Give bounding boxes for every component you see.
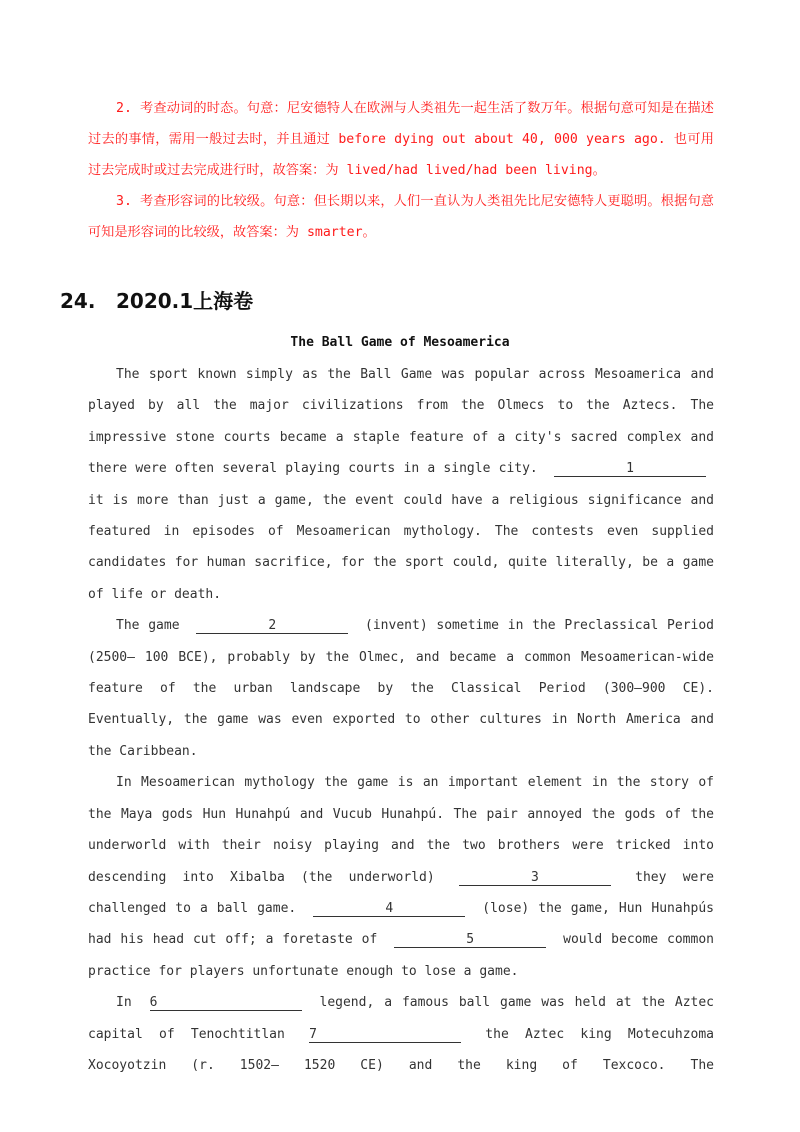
passage-body xyxy=(88,359,714,1081)
paragraph-2 xyxy=(88,610,714,767)
answer-explanation-2: 2. 考查动词的时态。句意：尼安德特人在欧洲与人类祖先一起生活了数万年。根据句意可知是在描述过去的事情，需用一般过去时，并且通过 before dying out about 40, 000 years ago. 也可用过去完成时或过去完成进行时，故答案：为 lived/had lived/had been living。 xyxy=(88,101,714,178)
paragraph-4 xyxy=(88,987,714,1081)
passage-title: The Ball Game of Mesoamerica xyxy=(290,335,510,350)
paragraph-4-text-b: legend, a famous ball game was held at the Aztec capital of Tenochtitlan xyxy=(88,995,714,1042)
blank-6[interactable]: 6 xyxy=(150,996,302,1011)
paragraph-1-text-a: The sport known simply as the Ball Game was popular across Mesoamerica and played by all the major civilizations from the Olmecs to the Aztecs. The impressive stone courts became a staple feature of a city's sacred complex and there were often several playing courts in a single city. xyxy=(88,367,714,477)
blank-7[interactable]: 7 xyxy=(309,1028,461,1043)
blank-5[interactable]: 5 xyxy=(394,933,546,948)
blank-2[interactable]: 2 xyxy=(196,619,348,634)
blank-1[interactable]: 1 xyxy=(554,462,706,477)
paragraph-2-text-b: (invent) sometime in the Preclassical Period (2500— 100 BCE), probably by the Olmec, and became a common Mesoamerican-wide feature of the urban landscape by the Classical Period (300—900 CE). Eventually, the game was even exported to other cultures in North America and the Caribbean. xyxy=(88,618,714,759)
paragraph-3-text-d: would become common practice for players unfortunate enough to lose a game. xyxy=(88,932,714,979)
paragraph-1-text-b: it is more than just a game, the event could have a religious significance and featured in episodes of Mesoamerican mythology. The contests even supplied candidates for human sacrifice, for the sport could, quite literally, be a game of life or death. xyxy=(88,492,714,602)
section-heading xyxy=(60,285,253,314)
section-number: 24. xyxy=(60,289,96,313)
paragraph-3-text-a: In Mesoamerican mythology the game is an important element in the story of the Maya gods Hun Hunahpú and Vucub Hunahpú. The pair annoyed the gods of the underworld with their noisy playing and the two brothers were tricked into descending into Xibalba (the underworld) xyxy=(88,775,714,885)
paragraph-3 xyxy=(88,767,714,987)
answer-explanation-3: 3. 考查形容词的比较级。句意：但长期以来，人们一直认为人类祖先比尼安德特人更聪明。根据句意可知是形容词的比较级，故答案：为 smarter。 xyxy=(88,194,714,240)
paragraph-2-text-a: The game xyxy=(116,618,180,634)
blank-3[interactable]: 3 xyxy=(459,871,611,886)
paragraph-4-text-a: In xyxy=(116,995,132,1011)
blank-4[interactable]: 4 xyxy=(313,902,465,917)
paragraph-4-text-c: the Aztec king Motecuhzoma Xocoyotzin (r. 1502— 1520 CE) and the king of Texcoco. The xyxy=(88,1026,715,1073)
section-title: 2020.1上海卷 xyxy=(116,289,254,313)
answer-explanations xyxy=(88,93,714,248)
paragraph-3-text-b: they were challenged to a ball game. xyxy=(88,869,714,916)
paragraph-3-text-c: (lose) the game, Hun Hunahpús had his head cut off; a foretaste of xyxy=(88,900,714,948)
paragraph-1 xyxy=(88,359,714,610)
